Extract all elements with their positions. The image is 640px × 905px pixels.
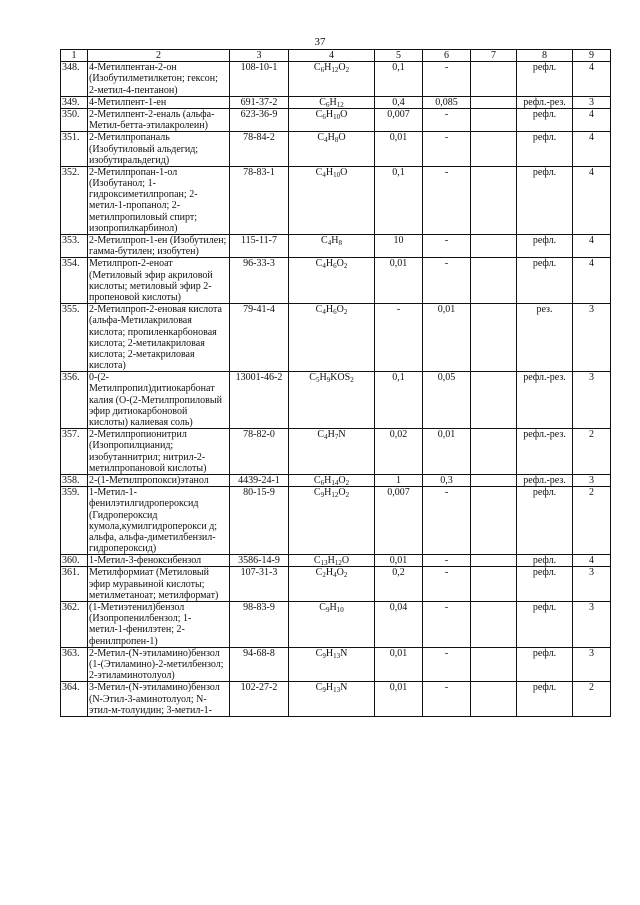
table-row (61, 108, 611, 131)
formula-subscript: 9 (325, 606, 330, 614)
formula-element: C (313, 62, 321, 74)
method-col-8: рефл. (517, 235, 573, 258)
value-col-5: 0,01 (375, 647, 423, 682)
table-row (61, 132, 611, 167)
formula-element: H (325, 567, 334, 579)
value-col-5: 10 (375, 235, 423, 258)
chemical-formula (289, 555, 375, 567)
formula-element: C (309, 372, 316, 384)
formula-subscript: 2 (343, 308, 348, 317)
class-col-9: 3 (573, 567, 611, 602)
header-row (61, 50, 611, 62)
value-col-7 (471, 166, 517, 234)
cas-number: 78-83-1 (230, 166, 289, 234)
table-row (61, 258, 611, 304)
formula-element: H (329, 96, 337, 108)
formula-subscript: 13 (333, 651, 341, 660)
formula-element: O (338, 132, 346, 144)
formula-subscript: 12 (336, 100, 344, 109)
class-col-9: 4 (573, 258, 611, 304)
value-col-6: - (423, 487, 471, 555)
value-col-5: - (375, 304, 423, 372)
row-number: 352. (61, 166, 88, 234)
table-row (61, 166, 611, 234)
formula-element: H (324, 487, 332, 499)
table-row (61, 647, 611, 682)
chemical-formula (289, 108, 375, 131)
substance-name: 0-(2-Метилпропил)дитиокарбонат калия (О-(2-Метилпропиловый эфир дитиокарбоновой кислоты) калиевая соль) (88, 372, 230, 429)
formula-element: H (325, 108, 334, 120)
row-number: 358. (61, 474, 88, 486)
value-col-7 (471, 96, 517, 108)
formula-subscript: 10 (333, 170, 341, 179)
formula-element: C (315, 682, 323, 694)
formula-subscript: 2 (343, 262, 348, 271)
substance-name: 2-Метилпропионитрил (Изопропилцианид; изобутаннитрил; нитрил-2-метилпропановой кислоты) (88, 429, 230, 475)
chemical-formula (289, 62, 375, 97)
row-number: 349. (61, 96, 88, 108)
row-number: 359. (61, 487, 88, 555)
formula-element: O (340, 166, 348, 178)
value-col-5: 1 (375, 474, 423, 486)
cas-number: 623-36-9 (230, 108, 289, 131)
row-number: 354. (61, 258, 88, 304)
value-col-7 (471, 258, 517, 304)
formula-element: C (313, 555, 321, 567)
formula-subscript: 10 (336, 606, 344, 614)
row-number: 361. (61, 567, 88, 602)
col-header-3: 3 (230, 50, 289, 62)
table-row (61, 555, 611, 567)
formula-subscript: 13 (320, 559, 328, 568)
table-row (61, 474, 611, 486)
formula-subscript: 6 (320, 66, 325, 75)
cas-number: 79-41-4 (230, 304, 289, 372)
chemical-formula (289, 372, 375, 429)
formula-subscript: 12 (331, 66, 339, 75)
chemical-formula (289, 602, 375, 648)
class-col-9: 4 (573, 62, 611, 97)
substances-table (60, 49, 611, 717)
formula-element: H (331, 235, 339, 246)
value-col-5: 0,4 (375, 96, 423, 108)
formula-subscript: 4 (324, 433, 328, 442)
formula-subscript: 4 (327, 239, 332, 247)
col-header-5: 5 (375, 50, 423, 62)
row-number: 362. (61, 602, 88, 648)
cas-number: 94-68-8 (230, 647, 289, 682)
substance-name: 2-Метил-(N-этиламино)бензол (1-(Этиламино)-2-метилбензол; 2-этиламинотолуол) (88, 647, 230, 682)
class-col-9: 3 (573, 96, 611, 108)
formula-subscript: 2 (345, 491, 350, 500)
value-col-5: 0,01 (375, 555, 423, 567)
row-number: 357. (61, 429, 88, 475)
method-col-8: рефл. (517, 166, 573, 234)
cas-number: 107-31-3 (230, 567, 289, 602)
substance-name: Метилформиат (Метиловый эфир муравьиной кислоты; метилметаноат; метилформат) (88, 567, 230, 602)
col-header-9: 9 (573, 50, 611, 62)
formula-subscript: 2 (322, 571, 326, 580)
value-col-5: 0,007 (375, 108, 423, 131)
method-col-8: рефл.-рез. (517, 474, 573, 486)
formula-subscript: 4 (333, 571, 337, 580)
formula-element: O (338, 487, 346, 499)
method-col-8: рез. (517, 304, 573, 372)
formula-subscript: 6 (320, 478, 325, 487)
formula-element: H (329, 602, 337, 613)
formula-subscript: 12 (331, 491, 339, 500)
value-col-7 (471, 647, 517, 682)
class-col-9: 3 (573, 474, 611, 486)
substance-name: Метилпроп-2-еноат (Метиловый эфир акриловой кислоты; метиловый эфир 2-пропеновой кислоты) (88, 258, 230, 304)
value-col-7 (471, 62, 517, 97)
cas-number: 13001-46-2 (230, 372, 289, 429)
substance-name: 2-Метилпроп-1-ен (Изобутилен; гамма-бутилен; изобутен) (88, 235, 230, 258)
formula-subscript: 6 (322, 112, 326, 121)
formula-element: O (338, 474, 346, 486)
page-number: 37 (314, 36, 326, 48)
chemical-formula (289, 96, 375, 108)
value-col-6: 0,01 (423, 304, 471, 372)
cas-number: 102-27-2 (230, 682, 289, 717)
formula-subscript: 9 (322, 686, 326, 695)
substance-name: 2-Метилпропан-1-ол (Изобутанол; 1-гидроксиметилпропан; 2-метил-1-пропанол; 2-метилпропиловый спирт; изопропилкарбинол) (88, 166, 230, 234)
value-col-6: - (423, 62, 471, 97)
substance-name: 4-Метилпент-1-ен (88, 96, 230, 108)
formula-subscript: 2 (345, 66, 350, 75)
row-number: 351. (61, 132, 88, 167)
row-number: 350. (61, 108, 88, 131)
value-col-6: - (423, 602, 471, 648)
method-col-8: рефл.-рез. (517, 96, 573, 108)
formula-subscript: 4 (322, 170, 326, 179)
formula-subscript: 14 (331, 478, 339, 487)
substance-name: 3-Метил-(N-этиламино)бензол (N-Этил-3-аминотолуол; N-этил-м-толуидин; 3-метил-1- (88, 682, 230, 717)
substance-name: 2-Метилпроп-2-еновая кислота (альфа-Метилакриловая кислота; пропиленкарбоновая кислота; 2-метилакриловая кислота; 2-метакриловая кислота) (88, 304, 230, 372)
formula-element: H (319, 372, 327, 384)
row-number: 360. (61, 555, 88, 567)
cas-number: 4439-24-1 (230, 474, 289, 486)
value-col-7 (471, 304, 517, 372)
formula-subscript: 4 (322, 308, 326, 317)
formula-element: H (325, 166, 334, 178)
row-number: 348. (61, 62, 88, 97)
class-col-9: 4 (573, 555, 611, 567)
formula-element: H (324, 62, 332, 74)
formula-subscript: 8 (334, 136, 339, 145)
method-col-8: рефл. (517, 567, 573, 602)
formula-element: C (315, 647, 323, 659)
value-col-5: 0,007 (375, 487, 423, 555)
formula-element: H (325, 304, 334, 316)
col-header-1: 1 (61, 50, 88, 62)
class-col-9: 3 (573, 602, 611, 648)
chemical-formula (289, 647, 375, 682)
chemical-formula (289, 682, 375, 717)
formula-element: H (325, 258, 334, 270)
chemical-formula (289, 474, 375, 486)
formula-element: H (327, 555, 335, 567)
class-col-9: 2 (573, 682, 611, 717)
table-row (61, 567, 611, 602)
value-col-6: - (423, 108, 471, 131)
value-col-6: - (423, 235, 471, 258)
class-col-9: 4 (573, 166, 611, 234)
value-col-7 (471, 372, 517, 429)
formula-element: C (315, 304, 323, 316)
value-col-6: - (423, 166, 471, 234)
formula-subscript: 6 (325, 100, 330, 109)
formula-element: O (336, 567, 344, 579)
value-col-6: - (423, 682, 471, 717)
cas-number: 115-11-7 (230, 235, 289, 258)
formula-element: O (338, 62, 346, 74)
value-col-6: - (423, 647, 471, 682)
cas-number: 78-82-0 (230, 429, 289, 475)
value-col-7 (471, 474, 517, 486)
class-col-9: 3 (573, 647, 611, 682)
formula-subscript: 2 (343, 571, 348, 580)
formula-element: H (324, 474, 332, 486)
substance-name: 2-Метилпент-2-еналь (альфа-Метил-бетта-этилакролеин) (88, 108, 230, 131)
formula-element: H (325, 682, 334, 694)
formula-subscript: 9 (320, 491, 325, 500)
formula-subscript: 6 (333, 262, 337, 271)
value-col-6: - (423, 555, 471, 567)
cas-number: 78-84-2 (230, 132, 289, 167)
row-number: 363. (61, 647, 88, 682)
row-number: 355. (61, 304, 88, 372)
table-row (61, 372, 611, 429)
method-col-8: рефл.-рез. (517, 372, 573, 429)
chemical-formula (289, 429, 375, 475)
cas-number: 96-33-3 (230, 258, 289, 304)
formula-subscript: 10 (333, 112, 341, 121)
value-col-6: 0,3 (423, 474, 471, 486)
formula-subscript: 6 (333, 308, 337, 317)
chemical-formula (289, 235, 375, 258)
formula-subscript: 5 (315, 376, 320, 385)
row-number: 353. (61, 235, 88, 258)
method-col-8: рефл. (517, 258, 573, 304)
value-col-6: - (423, 567, 471, 602)
value-col-7 (471, 567, 517, 602)
method-col-8: рефл. (517, 647, 573, 682)
value-col-6: 0,085 (423, 96, 471, 108)
method-col-8: рефл. (517, 132, 573, 167)
method-col-8: рефл. (517, 62, 573, 97)
formula-element: C (315, 567, 323, 579)
formula-element: H (325, 647, 334, 659)
formula-element: O (336, 304, 344, 316)
cas-number: 3586-14-9 (230, 555, 289, 567)
formula-element: KOS (330, 372, 351, 384)
formula-element: C (315, 258, 323, 270)
cas-number: 108-10-1 (230, 62, 289, 97)
class-col-9: 3 (573, 372, 611, 429)
value-col-7 (471, 682, 517, 717)
col-header-4: 4 (289, 50, 375, 62)
class-col-9: 2 (573, 429, 611, 475)
formula-element: O (341, 555, 350, 567)
table-row (61, 487, 611, 555)
value-col-6: - (423, 258, 471, 304)
chemical-formula (289, 258, 375, 304)
method-col-8: рефл. (517, 487, 573, 555)
value-col-5: 0,04 (375, 602, 423, 648)
value-col-5: 0,2 (375, 567, 423, 602)
table-row (61, 62, 611, 97)
formula-subscript: 2 (350, 376, 354, 385)
chemical-formula (289, 487, 375, 555)
substance-name: 1-Метил-3-феноксибензол (88, 555, 230, 567)
col-header-2: 2 (88, 50, 230, 62)
col-header-6: 6 (423, 50, 471, 62)
value-col-6: 0,05 (423, 372, 471, 429)
value-col-5: 0,02 (375, 429, 423, 475)
substance-name: 2-(1-Метилпропокси)этанол (88, 474, 230, 486)
substance-name: 1-Метил-1-фенилэтилгидропероксид (Гидропероксид кумола,кумилгидроперокси д; альфа, альфа-диметилбензил-гидропероксид) (88, 487, 230, 555)
table-row (61, 235, 611, 258)
value-col-7 (471, 555, 517, 567)
formula-subscript: 12 (334, 559, 342, 568)
formula-element: C (319, 602, 326, 613)
row-number: 356. (61, 372, 88, 429)
class-col-9: 4 (573, 108, 611, 131)
value-col-7 (471, 602, 517, 648)
table-row (61, 429, 611, 475)
class-col-9: 4 (573, 235, 611, 258)
formula-element: O (336, 258, 344, 270)
method-col-8: рефл. (517, 108, 573, 131)
value-col-6: 0,01 (423, 429, 471, 475)
substance-name: 2-Метилпропаналь (Изобутиловый альдегид; изобутиральдегид) (88, 132, 230, 167)
cas-number: 691-37-2 (230, 96, 289, 108)
table-row (61, 602, 611, 648)
method-col-8: рефл. (517, 555, 573, 567)
formula-element: H (327, 429, 335, 441)
formula-subscript: 9 (326, 376, 331, 385)
substance-name: (1-Метиэтенил)бензол (Изопропенилбензол; 1-метил-1-фенилэтен; 2-фенилпропен-1) (88, 602, 230, 648)
method-col-8: рефл.-рез. (517, 429, 573, 475)
chemical-formula (289, 567, 375, 602)
formula-element: C (317, 429, 325, 441)
chemical-formula (289, 132, 375, 167)
value-col-5: 0,1 (375, 372, 423, 429)
substance-name: 4-Метилпентан-2-он (Изобутилметилкетон; гексон; 2-метил-4-пентанон) (88, 62, 230, 97)
table-row (61, 682, 611, 717)
class-col-9: 2 (573, 487, 611, 555)
formula-subscript: 4 (322, 262, 326, 271)
formula-element: C (319, 96, 326, 108)
formula-subscript: 9 (322, 651, 326, 660)
class-col-9: 3 (573, 304, 611, 372)
formula-element: C (315, 108, 323, 120)
formula-element: C (315, 166, 323, 178)
col-header-8: 8 (517, 50, 573, 62)
value-col-5: 0,1 (375, 166, 423, 234)
value-col-5: 0,01 (375, 258, 423, 304)
formula-element: C (317, 132, 325, 144)
formula-element: N (338, 429, 346, 441)
value-col-7 (471, 487, 517, 555)
row-number: 364. (61, 682, 88, 717)
formula-subscript: 8 (338, 239, 342, 247)
value-col-5: 0,01 (375, 132, 423, 167)
formula-element: H (327, 132, 335, 144)
col-header-7: 7 (471, 50, 517, 62)
chemical-formula (289, 166, 375, 234)
value-col-7 (471, 132, 517, 167)
value-col-7 (471, 429, 517, 475)
table-row (61, 304, 611, 372)
formula-subscript: 2 (345, 478, 350, 487)
formula-element: N (340, 647, 348, 659)
formula-element: N (340, 682, 348, 694)
formula-subscript: 7 (334, 433, 339, 442)
value-col-5: 0,01 (375, 682, 423, 717)
value-col-6: - (423, 132, 471, 167)
formula-element: C (313, 487, 321, 499)
method-col-8: рефл. (517, 682, 573, 717)
cas-number: 98-83-9 (230, 602, 289, 648)
cas-number: 80-15-9 (230, 487, 289, 555)
value-col-5: 0,1 (375, 62, 423, 97)
table-row (61, 96, 611, 108)
formula-subscript: 13 (333, 686, 341, 695)
formula-element: O (340, 108, 348, 120)
formula-element: C (321, 235, 328, 246)
class-col-9: 4 (573, 132, 611, 167)
value-col-7 (471, 235, 517, 258)
formula-subscript: 4 (324, 136, 328, 145)
chemical-formula (289, 304, 375, 372)
method-col-8: рефл. (517, 602, 573, 648)
value-col-7 (471, 108, 517, 131)
formula-element: C (313, 474, 321, 486)
